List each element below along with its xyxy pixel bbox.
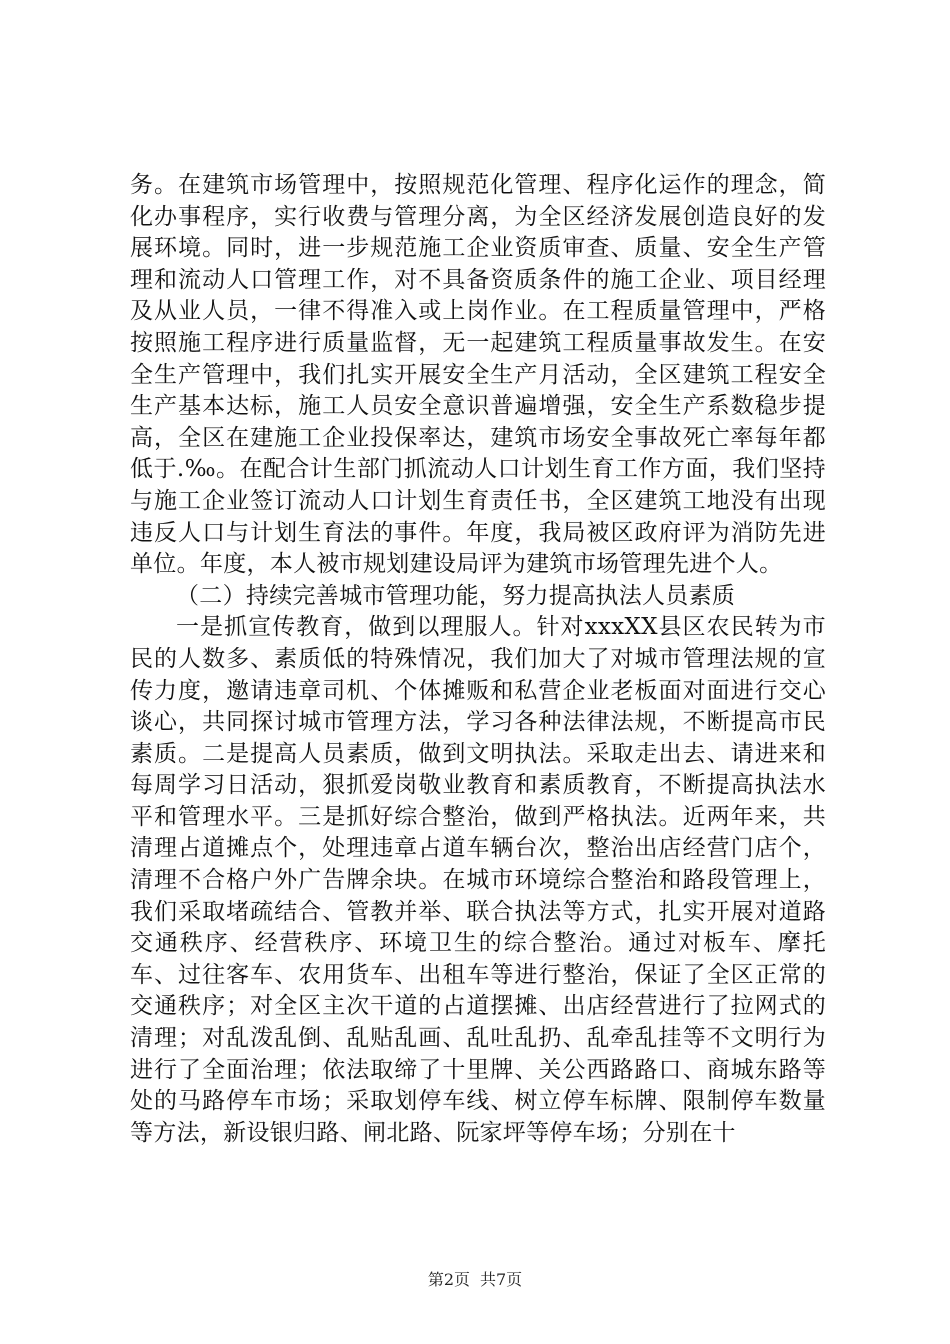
page-footer (0, 1270, 950, 1290)
section-heading: （二）持续完善城市管理功能，努力提高执法人员素质 (176, 582, 736, 609)
paragraph-continued: 务。在建筑市场管理中，按照规范化管理、程序化运作的理念，简化办事程序，实行收费与管理分离，为全区经济发展创造良好的发展环境。同时，进一步规范施工企业资质审查、质量、安全生产管理和流动人口管理工作，对不具备资质条件的施工企业、项目经理及从业人员，一律不得准入或上岗作业。在工程质量管理中，严格按照施工程序进行质量监督，无一起建筑工程质量事故发生。在安全生产管理中，我们扎实开展安全生产月活动，全区建筑工程安全生产基本达标，施工人员安全意识普遍增强，安全生产系数稳步提高，全区在建施工企业投保率达，建筑市场安全事故死亡率每年都低于.‰。在配合计生部门抓流动人口计划生育工作方面，我们坚持与施工企业签订流动人口计划生育责任书，全区建筑工地没有出现违反人口与计划生育法的事件。年度，我局被区政府评为消防先进单位。年度，本人被市规划建设局评为建筑市场管理先进个人。 (130, 172, 826, 578)
paragraph: 一是抓宣传教育，做到以理服人。针对xxxXX县区农民转为市民的人数多、素质低的特殊情况，我们加大了对城市管理法规的宣传力度，邀请违章司机、个体摊贩和私营企业老板面对面进行交心谈心，共同探讨城市管理方法，学习各种法律法规，不断提高市民素质。二是提高人员素质，做到文明执法。采取走出去、请进来和每周学习日活动，狠抓爱岗敬业教育和素质教育，不断提高执法水平和管理水平。三是抓好综合整治，做到严格执法。近两年来，共清理占道摊点个，处理违章占道车辆台次，整治出店经营门店个，清理不合格户外广告牌余块。在城市环境综合整治和路段管理上，我们采取堵疏结合、管教并举、联合执法等方式，扎实开展对道路交通秩序、经营秩序、环境卫生的综合整治。通过对板车、摩托车、过往客车、农用货车、出租车等进行整治，保证了全区正常的交通秩序；对全区主次干道的占道摆摊、出店经营进行了拉网式的清理；对乱泼乱倒、乱贴乱画、乱吐乱扔、乱牵乱挂等不文明行为进行了全面治理；依法取缔了十里牌、关公西路路口、商城东路等处的马路停车市场；采取划停车线、树立停车标牌、限制停车数量等方法，新设银归路、闸北路、阮家坪等停车场；分别在十 (130, 614, 826, 1146)
page-number: 第2页 (427, 1270, 470, 1289)
document-body (130, 170, 826, 1149)
page-total: 共7页 (480, 1270, 523, 1289)
